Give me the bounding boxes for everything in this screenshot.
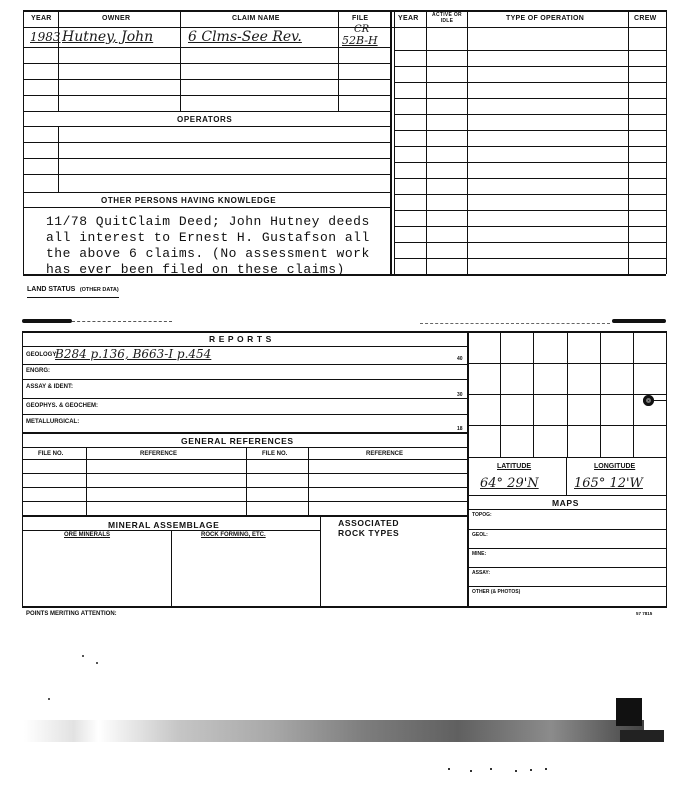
other-persons-label: OTHER PERSONS HAVING KNOWLEDGE bbox=[101, 196, 277, 205]
land-status-label: LAND STATUS bbox=[27, 286, 76, 293]
number-30: 30 bbox=[457, 392, 463, 398]
number-18: 18 bbox=[457, 426, 463, 432]
header-owner: OWNER bbox=[102, 15, 131, 22]
entry-claim-name: 6 Clms-See Rev. bbox=[188, 29, 302, 45]
knowledge-note bbox=[46, 214, 370, 278]
maps-geol: GEOL: bbox=[472, 532, 488, 538]
note-line: 11/78 QuitClaim Deed; John Hutney deeds bbox=[46, 214, 370, 229]
maps-mine: MINE: bbox=[472, 551, 487, 557]
gr-reference-1: REFERENCE bbox=[140, 451, 178, 457]
form-number: 57 7815 bbox=[636, 611, 653, 616]
points-meriting-attention-label: POINTS MERITING ATTENTION: bbox=[26, 611, 117, 617]
associated-line-1: ASSOCIATED bbox=[338, 518, 400, 528]
geology-value: B284 p.136, B663-I p.454 bbox=[55, 347, 212, 361]
geology-label: GEOLOGY: bbox=[26, 352, 58, 358]
entry-file: 52B-H bbox=[342, 34, 378, 47]
mineral-assemblage-title: MINERAL ASSEMBLAGE bbox=[108, 520, 220, 530]
assay-label: ASSAY & IDENT: bbox=[26, 384, 74, 390]
header-type-of-operation: TYPE OF OPERATION bbox=[506, 15, 585, 22]
note-line: all interest to Ernest H. Gustafson all bbox=[46, 230, 370, 245]
general-references-title: GENERAL REFERENCES bbox=[181, 436, 294, 446]
associated-rock-types bbox=[338, 518, 399, 538]
gr-reference-2: REFERENCE bbox=[366, 451, 404, 457]
operators-label: OPERATORS bbox=[177, 115, 233, 124]
land-status-sub: (OTHER DATA) bbox=[79, 287, 119, 293]
maps-title: MAPS bbox=[552, 498, 579, 508]
gr-file-no-2: FILE NO. bbox=[262, 451, 288, 457]
header-crew: CREW bbox=[634, 15, 657, 22]
note-line: the above 6 claims. (No assessment work bbox=[46, 246, 370, 261]
header-claim-name: CLAIM NAME bbox=[232, 15, 280, 22]
header-year: YEAR bbox=[31, 15, 52, 22]
reports-title: R E P O R T S bbox=[209, 334, 272, 344]
metallurgical-label: METALLURGICAL: bbox=[26, 419, 80, 425]
latitude-value: 64° 29'N bbox=[480, 476, 539, 491]
header-active-or-idle: ACTIVE OR IDLE bbox=[432, 12, 462, 24]
engrg-label: ENGRG: bbox=[26, 368, 50, 374]
entry-file-top: CR bbox=[354, 24, 370, 35]
entry-owner: Hutney, John bbox=[62, 29, 154, 45]
longitude-value: 165° 12'W bbox=[574, 476, 643, 491]
punch-hole-icon bbox=[643, 395, 654, 406]
number-40: 40 bbox=[457, 356, 463, 362]
header-year-right: YEAR bbox=[398, 15, 419, 22]
ore-minerals-label: ORE MINERALS bbox=[64, 532, 111, 538]
maps-other: OTHER (& PHOTOS) bbox=[472, 589, 521, 595]
gr-file-no-1: FILE NO. bbox=[38, 451, 64, 457]
rock-forming-label: ROCK FORMING, ETC. bbox=[201, 532, 266, 538]
longitude-label: LONGITUDE bbox=[594, 463, 636, 470]
geophys-label: GEOPHYS. & GEOCHEM: bbox=[26, 403, 99, 409]
note-line: has ever been filed on these claims) bbox=[46, 262, 345, 277]
maps-topog: TOPOG: bbox=[472, 512, 492, 518]
entry-year: 1983 bbox=[30, 30, 61, 44]
land-status bbox=[27, 278, 119, 298]
latitude-label: LATITUDE bbox=[497, 463, 532, 470]
header-file: FILE bbox=[352, 15, 369, 22]
maps-assay: ASSAY: bbox=[472, 570, 491, 576]
associated-line-2: ROCK TYPES bbox=[338, 528, 400, 538]
